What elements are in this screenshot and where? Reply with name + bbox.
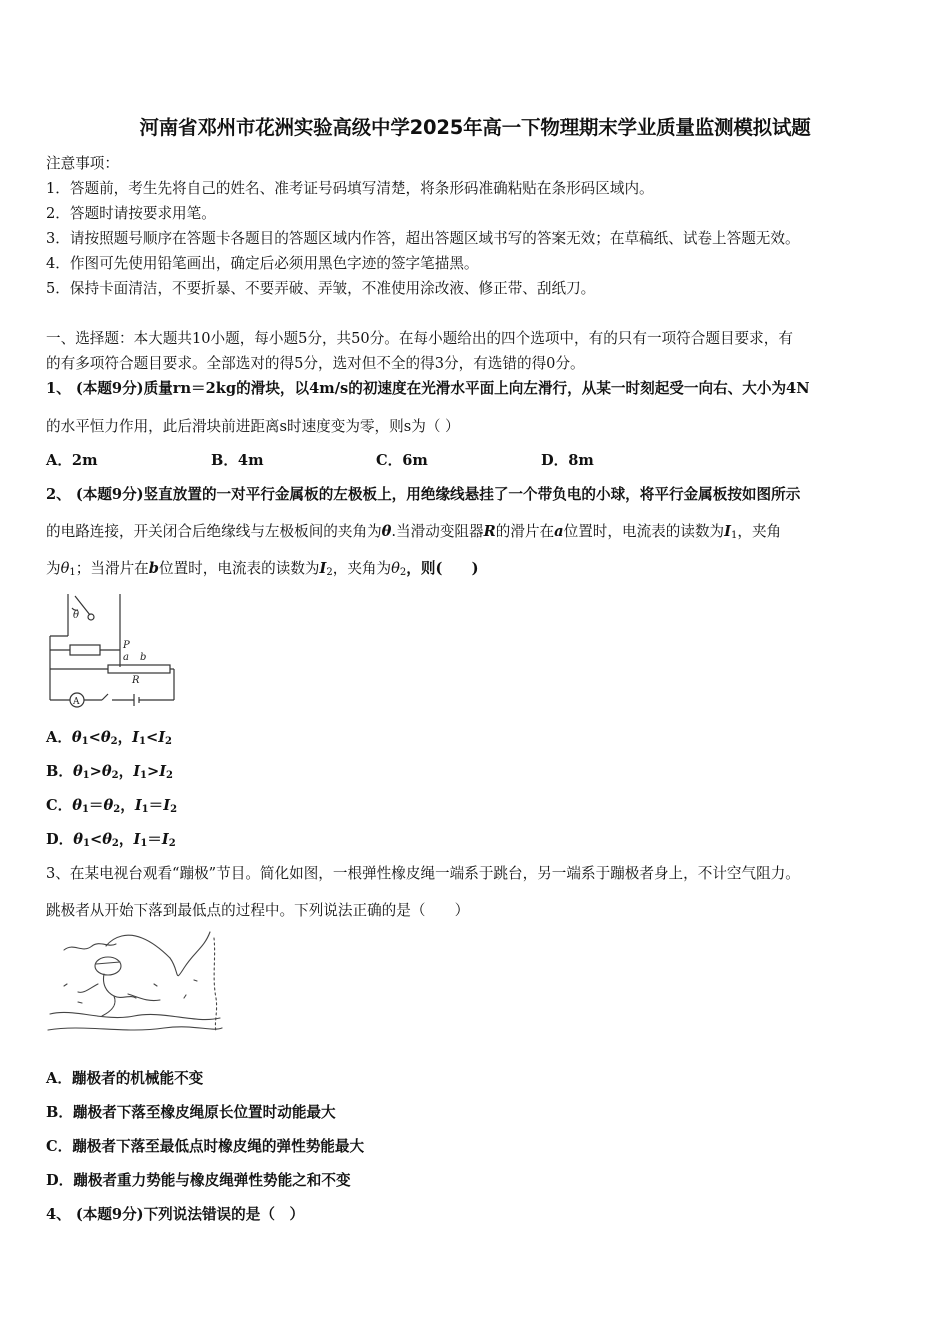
notice-item: 1．答题前，考生先将自己的姓名、准考证号码填写清楚，将条形码准确粘贴在条形码区域内。 <box>46 180 654 197</box>
question-2-text: 的电路连接，开关闭合后绝缘线与左极板间的夹角为θ.当滑动变阻器R的滑片在a位置时，电流表的读数为$I_1$，夹角 <box>46 523 782 541</box>
question-3-option: C．蹦极者下落至最低点时橡皮绳的弹性势能最大 <box>46 1138 365 1155</box>
question-2-option: D．$\theta_1<\theta_2$，$I_1=I_2$ <box>46 831 176 849</box>
question-3-text: 跳极者从开始下落到最低点的过程中。下列说法正确的是（ ） <box>46 902 470 919</box>
notice-item: 4．作图可先使用铅笔画出，确定后必须用黑色字迹的签字笔描黑。 <box>46 255 479 272</box>
question-3-text: 3、在某电视台观看“蹦极”节目。简化如图，一根弹性橡皮绳一端系于跳台，另一端系于蹦极者身上，不计空气阻力。 <box>46 865 800 882</box>
question-3-option: A．蹦极者的机械能不变 <box>46 1070 204 1087</box>
point-p-label: P <box>123 640 130 651</box>
rheostat-label: R <box>132 675 140 686</box>
point-b-label: b <box>140 652 147 663</box>
bungee-illustration <box>44 928 226 1038</box>
question-2-text: 为$\theta_1$；当滑片在b位置时，电流表的读数为$I_2$，夹角为$\theta_2$，则( ) <box>46 560 479 578</box>
question-2-option: A．$\theta_1<\theta_2$，$I_1<I_2$ <box>46 729 172 747</box>
question-2-option: C．$\theta_1=\theta_2$，$I_1=I_2$ <box>46 797 178 815</box>
question-1-option: C．6m <box>376 452 428 469</box>
section-instructions: 的有多项符合题目要求。全部选对的得5分，选对但不全的得3分，有选错的得0分。 <box>46 355 585 372</box>
question-1-text: 1、 (本题9分)质量rn＝2kg的滑块，以4m/s的初速度在光滑水平面上向左滑行，从某一时刻起受一向右、大小为4N <box>46 380 810 397</box>
question-1-option: A．2m <box>46 452 98 469</box>
point-a-label: a <box>123 652 129 663</box>
section-instructions: 一、选择题：本大题共10小题，每小题5分，共50分。在每小题给出的四个选项中，有的只有一项符合题目要求，有 <box>46 330 793 347</box>
question-1-option: D．8m <box>541 452 594 469</box>
page-title: 河南省邓州市花洲实验高级中学2025年高一下物理期末学业质量监测模拟试题 <box>139 116 811 139</box>
question-2-option: B．$\theta_1>\theta_2$，$I_1>I_2$ <box>46 763 174 781</box>
question-3-option: D．蹦极者重力势能与橡皮绳弹性势能之和不变 <box>46 1172 351 1189</box>
question-2-text: 2、 (本题9分)竖直放置的一对平行金属板的左极板上，用绝缘线悬挂了一个带负电的小球，将平行金属板按如图所示 <box>46 486 801 503</box>
notice-item: 5．保持卡面清洁，不要折暴、不要弄破、弄皱，不准使用涂改液、修正带、刮纸刀。 <box>46 280 596 297</box>
question-1-option: B．4m <box>211 452 264 469</box>
notice-item: 2．答题时请按要求用笔。 <box>46 205 216 222</box>
question-3-option: B．蹦极者下落至橡皮绳原长位置时动能最大 <box>46 1104 336 1121</box>
notice-heading: 注意事项： <box>46 155 119 172</box>
theta-label: θ <box>73 610 80 621</box>
ammeter-label: A <box>73 697 80 707</box>
question-1-text: 的水平恒力作用，此后滑块前进距离s时速度变为零，则s为（ ） <box>46 418 460 435</box>
circuit-diagram <box>44 588 180 710</box>
question-4-text: 4、 (本题9分)下列说法错误的是（ ） <box>46 1206 305 1223</box>
notice-item: 3．请按照题号顺序在答题卡各题目的答题区域内作答，超出答题区域书写的答案无效；在草稿纸、试卷上答题无效。 <box>46 230 800 247</box>
